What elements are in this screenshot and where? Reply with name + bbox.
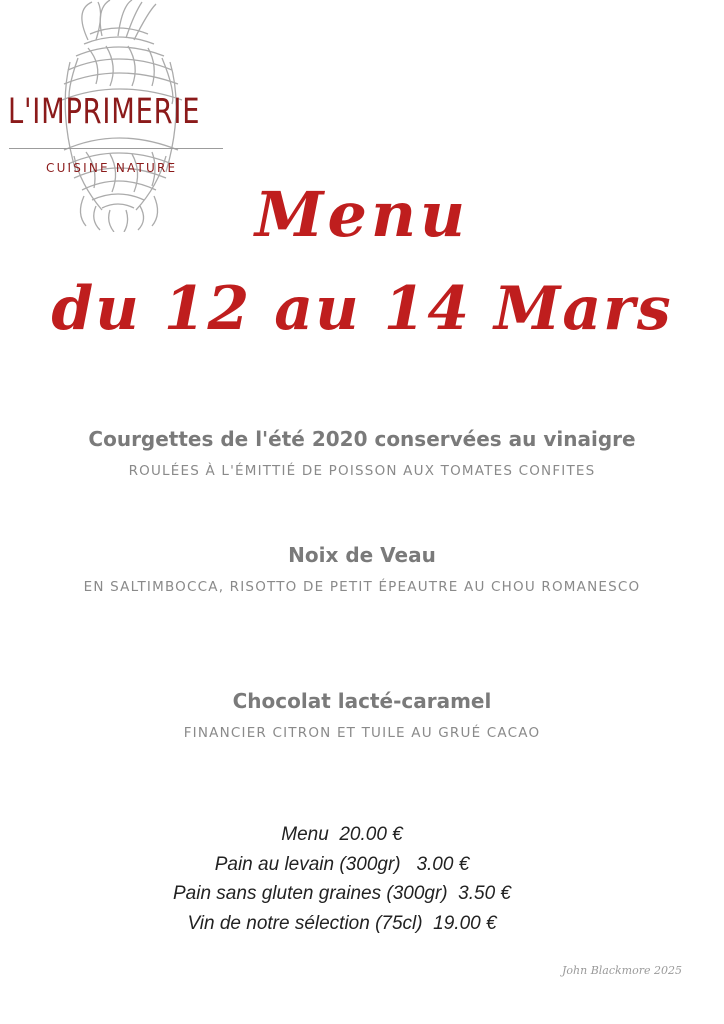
course-name: Noix de Veau <box>288 543 436 567</box>
menu-title: Menu <box>254 178 470 251</box>
course-description: FINANCIER CITRON ET TUILE AU GRUÉ CACAO <box>183 725 541 741</box>
course-name: Courgettes de l'été 2020 conservées au vinaigre <box>88 427 636 451</box>
price-list <box>0 820 684 938</box>
price-menu: Menu 20.00 € <box>281 824 403 845</box>
course-description: EN SALTIMBOCCA, RISOTTO DE PETIT ÉPEAUTRE AU CHOU ROMANESCO <box>83 579 641 595</box>
price-bread-gluten-free: Pain sans gluten graines (300gr) 3.50 € <box>173 883 511 904</box>
menu-dates: du 12 au 14 Mars <box>51 274 673 344</box>
price-wine: Vin de notre sélection (75cl) 19.00 € <box>187 912 497 934</box>
course-starter <box>40 427 684 484</box>
course-main <box>40 543 684 600</box>
course-name: Chocolat lacté-caramel <box>232 689 492 713</box>
price-bread-levain: Pain au levain (300gr) 3.00 € <box>214 853 470 875</box>
course-dessert <box>40 689 684 746</box>
course-description: ROULÉES À L'ÉMITTIÉ DE POISSON AUX TOMATES CONFITES <box>128 463 596 479</box>
signature: John Blackmore 2025 <box>562 964 682 977</box>
logo-tagline: CUISINE NATURE <box>46 161 178 175</box>
logo-name: L'IMPRIMERIE <box>8 92 201 132</box>
logo-divider <box>9 148 223 149</box>
